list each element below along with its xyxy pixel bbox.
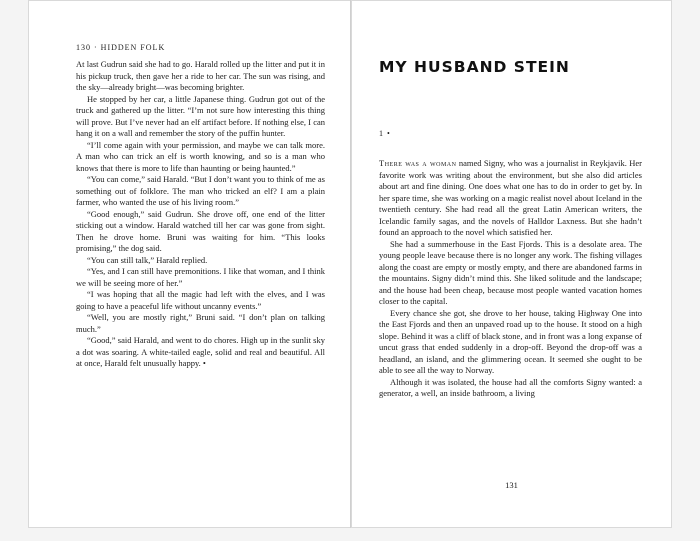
paragraph: Every chance she got, she drove to her house, taking Highway One into the East Fjords and then an unpaved road up to the house. It stood on a high slope. Behind it was a cliff of black stone, and in front was a long expanse of uncut grass that ended suddenly in a drop-off. Beyond the drop-off was a headland, an island, and the glimmering ocean. It seemed she ought to be able to see all the way to Norway. [379, 307, 642, 375]
paragraph: “I was hoping that all the magic had left with the elves, and I was going to have a peaceful life without uncanny events.” [76, 289, 325, 311]
paragraph: “I’ll come again with your permission, and maybe we can talk more. A man who can trick an elf is worth knowing, and so is a man who knows that there is more to life than haunting or being haunted.” [76, 139, 325, 173]
paragraph: “Well, you are mostly right,” Bruni said. “I don’t plan on talking much.” [76, 312, 325, 334]
paragraph: “Good,” said Harald, and went to do chores. High up in the sunlit sky a dot was soaring. A white-tailed eagle, solid and real and beautiful. All at once, Harald felt unusually happy. • [76, 335, 325, 368]
paragraph-body: named Signy, who was a journalist in Reykjavik. Her favorite work was writing about the environment, but she also did articles about art and fine dining. One does what one has to do in order to get by. In her spare time, she was working on a magic realist novel about Iceland in the twentieth century. She had read all the great Latin American writers, the Icelandic family sagas, and the novels of Halldor Laxness. But she hadn’t found an approach to the novel which satisfied her. [379, 158, 642, 237]
paragraph: “You can still talk,” Harald replied. [87, 254, 208, 265]
paragraph: She had a summerhouse in the East Fjords. This is a desolate area. The young people leave because there is no longer any work. The fishing villages along the coast are empty or mostly empty, and there are abandoned farms in the mountains. Signy didn’t mind this. She liked solitude and the landscape; and the house had been cheap, because most people wanted vacation homes closer to the capital. [379, 238, 642, 306]
paragraph: Although it was isolated, the house had all the comforts Signy wanted: a generator, a well, an inside bathroom, a living [379, 376, 642, 398]
left-page-text [76, 59, 325, 370]
right-page-text [379, 158, 642, 400]
opening-paragraph [379, 158, 642, 239]
paragraph: “Good enough,” said Gudrun. She drove off, one end of the litter sticking out a window. Harald watched till her car was gone from sight. Then he drove home. Bruni was waiting for him. “This looks promising,” the dog said. [76, 208, 325, 253]
chapter-title: MY HUSBAND STEIN [379, 58, 570, 76]
right-page [351, 0, 672, 528]
paragraph: “You can come,” said Harald. “But I don’t want you to think of me as something out of folklore. The man who tricked an elf? I am a plain farmer, who wanted the use of his living room.” [76, 174, 325, 207]
page-number: 131 [505, 480, 518, 490]
left-page [28, 0, 351, 528]
paragraph: At last Gudrun said she had to go. Harald rolled up the litter and put it in his pickup truck, then gave her a ride to her car. The sun was rising, and the sky—already bright—was becoming brighter. [76, 59, 325, 92]
lead-in-smallcaps: There was a woman [379, 158, 457, 168]
paragraph: He stopped by her car, a little Japanese thing. Gudrun got out of the truck and gathered up the litter. “I’m not sure how interesting this thing will prove. But I’ve never had an elf artifact before. If nothing else, I can hang it on a wall and remember the story of the puffin hunter. [76, 93, 325, 138]
paragraph: “Yes, and I can still have premonitions. I like that woman, and I think we will be seeing more of her.” [76, 266, 325, 288]
running-head: 130 · HIDDEN FOLK [76, 43, 166, 52]
section-number: 1 • [379, 129, 391, 138]
